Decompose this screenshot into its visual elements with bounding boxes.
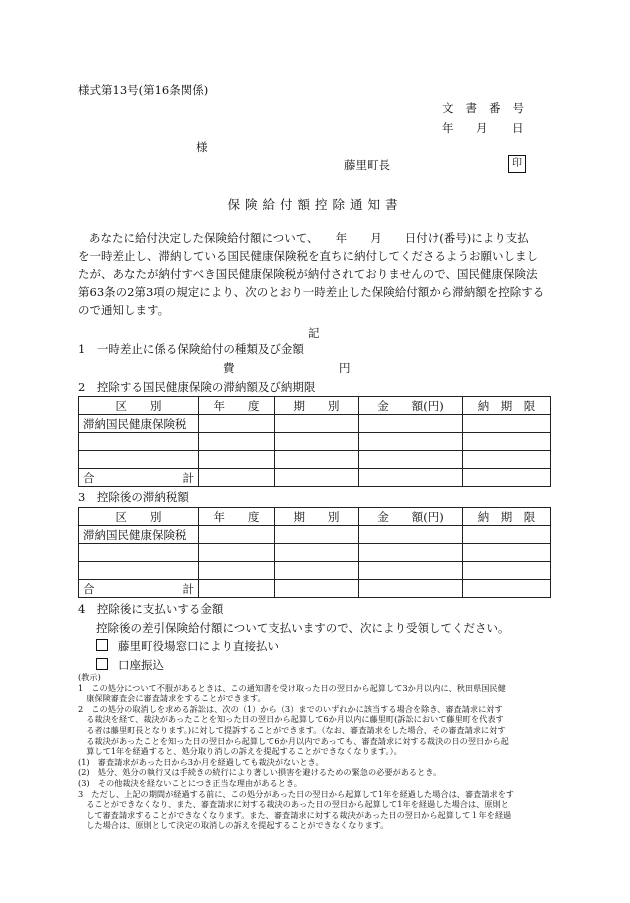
note-line: した場合は、原則として決定の取消しの訴えを提起することができなくなります。	[78, 820, 389, 831]
option-label: 藤里町役場窓口により直接払い	[118, 639, 279, 653]
header-fiscal-year: 年 度	[199, 508, 275, 526]
note-line: (教示)	[78, 672, 101, 682]
date-day: 日	[512, 121, 524, 135]
row-label: 滞納国民健康保険税	[79, 415, 199, 433]
body-line: あなたに給付決定した保険給付額について、 年 月 日付け(番号)により支払	[89, 231, 529, 245]
section3-heading: 3 控除後の滞納税額	[78, 490, 189, 504]
row-label: 滞納国民健康保険税	[79, 526, 199, 544]
cell-amount	[359, 415, 463, 433]
date-year: 年	[442, 121, 454, 135]
note-line: 康保険審査会に審査請求をすることができます。	[78, 693, 266, 704]
section2-heading: 2 控除する国民健康保険の滞納額及び納期限	[78, 380, 316, 394]
recipient-suffix: 様	[196, 140, 208, 154]
note-line: して審査請求することができなくなります。また、審査請求に対する裁決があった日の翌日から起算して１年を経過	[78, 809, 512, 820]
cell-due-date	[463, 415, 551, 433]
seal-mark: 印	[508, 155, 526, 173]
header-fiscal-year: 年 度	[199, 397, 275, 415]
note-line: (3) その他裁決を経ないことにつき正当な理由があるとき。	[78, 777, 302, 788]
date-month: 月	[476, 121, 488, 135]
document-date	[442, 120, 524, 136]
note-line: 算して1年を経過すると、処分取り消しの訴えを提起することができなくなります。）。	[78, 746, 402, 757]
remaining-arrears-table	[78, 507, 551, 598]
body-line: 第63条の2第3項の規定により、次のとおり一時差止した保険給付額から滞納額を控除する	[78, 285, 545, 299]
note-line: ることができなくなり、また、審査請求に対する裁決のあった日の翌日から起算して1年を経過した場合は、原則と	[78, 799, 509, 810]
section1-amount-line	[223, 360, 351, 376]
header-period: 期 別	[275, 397, 359, 415]
form-number: 様式第13号(第16条関係)	[78, 83, 209, 97]
note-line: (1) 審査請求があった日から3か月を経過しても裁決がないとき。	[78, 756, 324, 767]
table-row	[79, 562, 551, 580]
appeal-notice	[78, 672, 552, 831]
total-label: 合 計	[79, 580, 199, 598]
table-row	[79, 433, 551, 451]
header-amount: 金 額(円)	[359, 508, 463, 526]
total-label: 合 計	[79, 469, 199, 487]
checkbox-icon[interactable]	[96, 658, 108, 670]
body-paragraph	[78, 229, 554, 319]
header-due-date: 納 期 限	[463, 508, 551, 526]
header-amount: 金 額(円)	[359, 397, 463, 415]
total-amount-cell	[359, 469, 463, 487]
page-title: 保険給付額控除通知書	[227, 197, 403, 212]
header-category: 区 別	[79, 397, 199, 415]
header-period: 期 別	[275, 508, 359, 526]
note-line: 2 この処分の取消しを求める訴訟は、次の（1）から（3）までのいずれかに該当する場合を除き、審査請求に対す	[78, 703, 503, 714]
ki-mark: 記	[308, 326, 320, 340]
amount-unit: 円	[339, 361, 351, 375]
table-row	[79, 544, 551, 562]
note-line: 1 この処分について不服があるときは、この通知書を受け取った日の翌日から起算して3か月以内に、秋田県国民健	[78, 682, 506, 693]
cell-fiscal-year	[199, 415, 275, 433]
option-label: 口座振込	[118, 658, 164, 672]
section4-text: 控除後の差引保険給付額について支払いますので、次により受領してください。	[96, 621, 510, 635]
note-line: る裁決を経て、裁決があったことを知った日の翌日から起算して6か月以内に藤里町(訴訟において藤里町を代表す	[78, 714, 504, 725]
benefit-type-label: 費	[223, 361, 235, 375]
issuer-name: 藤里町長	[344, 158, 390, 172]
cell-period	[275, 415, 359, 433]
body-line: たが、あなたが納付すべき国民健康保険税が納付されておりませんので、国民健康保険法	[78, 267, 538, 281]
checkbox-icon[interactable]	[96, 639, 108, 651]
arrears-table	[78, 396, 551, 487]
option-bank-transfer[interactable]	[96, 657, 164, 673]
document-number-label: 文書番号	[442, 101, 536, 115]
section4-heading: 4 控除後に支払いする金額	[78, 602, 224, 616]
header-due-date: 納 期 限	[463, 397, 551, 415]
note-line: る裁決があったことを知った日の翌日から起算して6か月以内であっても、審査請求に対する裁決の日の翌日から起	[78, 735, 509, 746]
option-direct-payment[interactable]	[96, 638, 279, 654]
body-line: ので通知します。	[78, 303, 170, 317]
note-line: 3 ただし、上記の期間が経過する前に、この処分があった日の翌日から起算して1年を経過した場合は、審査請求をす	[78, 788, 515, 799]
note-line: る者は藤里町長となります。)に対して提訴することができます。（なお、審査請求をした場合、その審査請求に対す	[78, 724, 506, 735]
table-row	[79, 451, 551, 469]
section1-heading: 1 一時差止に係る保険給付の種類及び金額	[78, 342, 304, 356]
header-category: 区 別	[79, 508, 199, 526]
note-line: (2) 処分、処分の執行又は手続きの続行により著しい損害を避けるための緊急の必要があるとき。	[78, 767, 442, 778]
body-line: を一時差止し、滞納している国民健康保険税を直ちに納付してくださるようお願いしまし	[78, 249, 538, 263]
